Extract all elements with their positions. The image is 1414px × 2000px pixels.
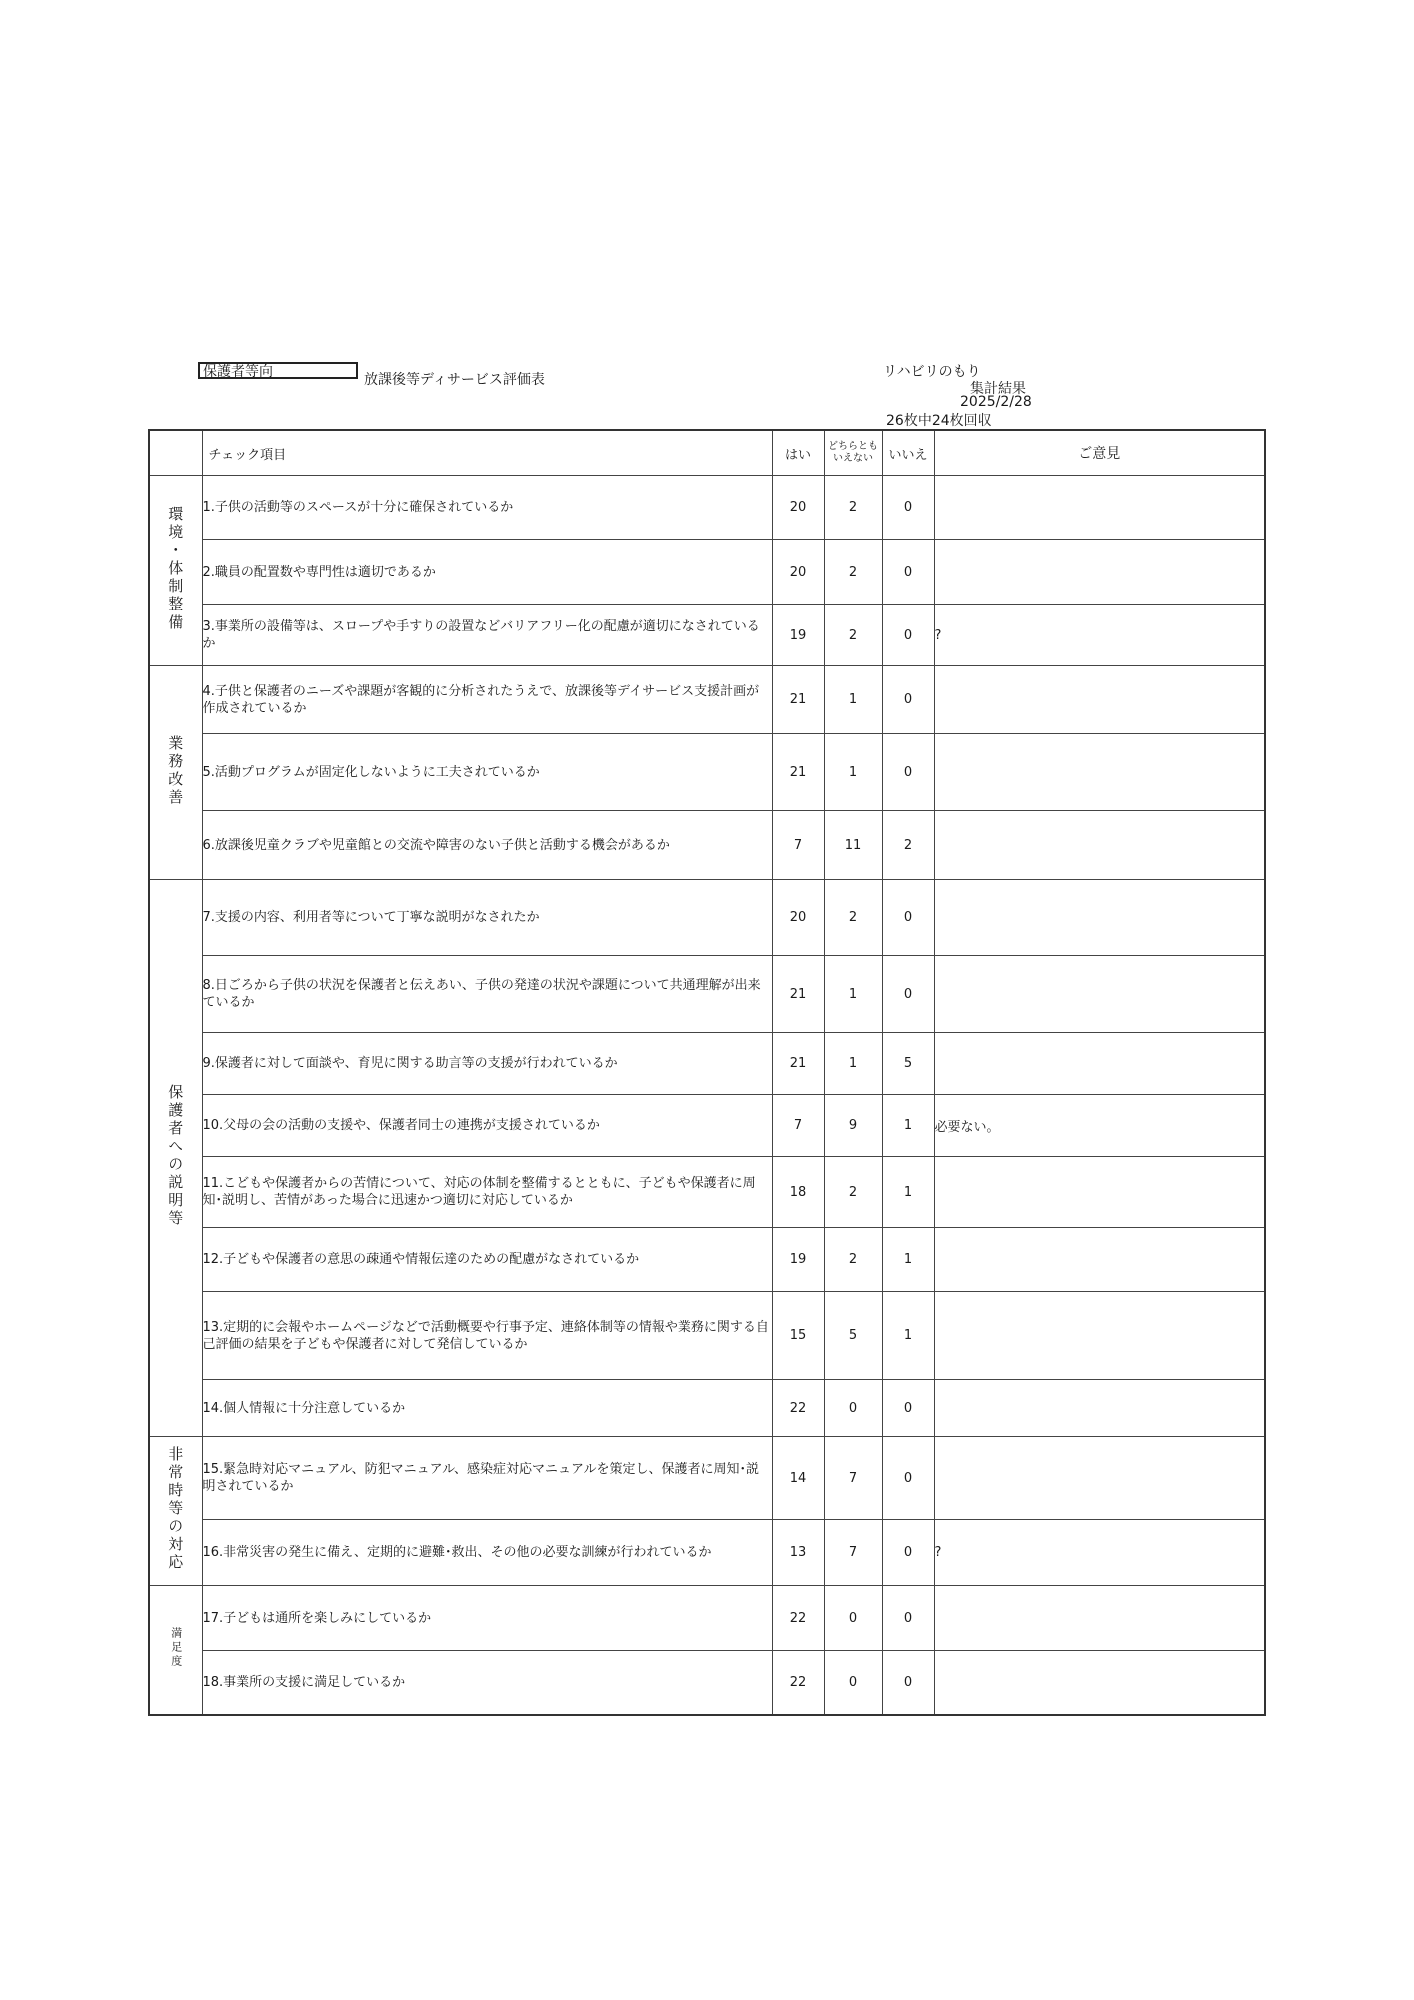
opinion-cell: 必要ない。	[934, 1095, 1265, 1157]
category-cell	[149, 476, 202, 666]
neither-count: 0	[824, 1380, 882, 1437]
category-label: 環境・体制整備	[166, 505, 185, 632]
neither-count: 0	[824, 1651, 882, 1715]
category-cell	[149, 880, 202, 1437]
category-label: 満足度	[169, 1626, 183, 1669]
question-cell: 17.子どもは通所を楽しみにしているか	[202, 1586, 772, 1651]
table-row	[149, 666, 1265, 734]
no-count: 0	[882, 734, 934, 811]
yes-count: 22	[772, 1380, 824, 1437]
table-row	[149, 734, 1265, 811]
header-row	[149, 430, 1265, 476]
question-cell: 2.職員の配置数や専門性は適切であるか	[202, 540, 772, 605]
no-count: 1	[882, 1292, 934, 1380]
table-row	[149, 811, 1265, 880]
yes-count: 15	[772, 1292, 824, 1380]
neither-count: 2	[824, 605, 882, 666]
neither-count: 2	[824, 880, 882, 956]
category-label: 保護者への説明等	[166, 1084, 185, 1228]
yes-count: 21	[772, 666, 824, 734]
no-count: 0	[882, 1437, 934, 1520]
yes-count: 7	[772, 1095, 824, 1157]
question-cell: 14.個人情報に十分注意しているか	[202, 1380, 772, 1437]
question-cell: 8.日ごろから子供の状況を保護者と伝えあい、子供の発達の状況や課題について共通理解が出来ているか	[202, 956, 772, 1033]
neither-count: 1	[824, 1033, 882, 1095]
item-column-header: チェック項目	[202, 430, 772, 476]
neither-count: 2	[824, 476, 882, 540]
question-cell: 15.緊急時対応マニュアル、防犯マニュアル、感染症対応マニュアルを策定し、保護者に周知･説明されているか	[202, 1437, 772, 1520]
audience-label: 保護者等向	[198, 362, 358, 379]
category-cell	[149, 1437, 202, 1586]
collection-count: 26枚中24枚回収	[886, 413, 992, 429]
neither-count: 2	[824, 540, 882, 605]
opinion-cell: ?	[934, 1520, 1265, 1586]
yes-count: 14	[772, 1437, 824, 1520]
category-header	[149, 430, 202, 476]
yes-count: 22	[772, 1651, 824, 1715]
opinion-cell	[934, 1033, 1265, 1095]
opinion-cell	[934, 476, 1265, 540]
opinion-cell	[934, 1292, 1265, 1380]
table-row	[149, 1157, 1265, 1228]
question-cell: 13.定期的に会報やホームページなどで活動概要や行事予定、連絡体制等の情報や業務に関する自己評価の結果を子どもや保護者に対して発信しているか	[202, 1292, 772, 1380]
result-label: 集計結果	[970, 381, 1026, 397]
category-label: 非常時等の対応	[166, 1446, 185, 1572]
yes-count: 20	[772, 880, 824, 956]
yes-count: 7	[772, 811, 824, 880]
table-row	[149, 540, 1265, 605]
yes-count: 19	[772, 1228, 824, 1292]
form-title: 放課後等ディサービス評価表	[364, 372, 545, 388]
table-row	[149, 1380, 1265, 1437]
question-cell: 3.事業所の設備等は、スロープや手すりの設置などバリアフリー化の配慮が適切になされているか	[202, 605, 772, 666]
no-count: 1	[882, 1228, 934, 1292]
table-row	[149, 1292, 1265, 1380]
table-row	[149, 1651, 1265, 1715]
table-row	[149, 1520, 1265, 1586]
no-count: 0	[882, 605, 934, 666]
yes-count: 13	[772, 1520, 824, 1586]
opinion-cell	[934, 1586, 1265, 1651]
table-row	[149, 956, 1265, 1033]
opinion-cell	[934, 811, 1265, 880]
no-count: 0	[882, 476, 934, 540]
no-count: 0	[882, 1651, 934, 1715]
opinion-cell	[934, 1380, 1265, 1437]
yes-count: 21	[772, 734, 824, 811]
question-cell: 10.父母の会の活動の支援や、保護者同士の連携が支援されているか	[202, 1095, 772, 1157]
no-count: 5	[882, 1033, 934, 1095]
question-cell: 6.放課後児童クラブや児童館との交流や障害のない子供と活動する機会があるか	[202, 811, 772, 880]
neither-count: 2	[824, 1228, 882, 1292]
neither-count: 2	[824, 1157, 882, 1228]
question-cell: 4.子供と保護者のニーズや課題が客観的に分析されたうえで、放課後等デイサービス支援計画が作成されているか	[202, 666, 772, 734]
no-count: 2	[882, 811, 934, 880]
table-row	[149, 1033, 1265, 1095]
question-cell: 1.子供の活動等のスペースが十分に確保されているか	[202, 476, 772, 540]
category-label: 業務改善	[166, 734, 185, 807]
yes-count: 22	[772, 1586, 824, 1651]
table-row	[149, 880, 1265, 956]
category-cell	[149, 1586, 202, 1715]
no-count: 0	[882, 540, 934, 605]
no-count: 1	[882, 1157, 934, 1228]
table-row	[149, 1437, 1265, 1520]
opinion-cell	[934, 1651, 1265, 1715]
yes-column-header: はい	[772, 430, 824, 476]
question-cell: 7.支援の内容、利用者等について丁寧な説明がなされたか	[202, 880, 772, 956]
opinion-cell	[934, 666, 1265, 734]
opinion-cell	[934, 540, 1265, 605]
table-row	[149, 476, 1265, 540]
no-count: 0	[882, 1520, 934, 1586]
yes-count: 21	[772, 1033, 824, 1095]
facility-name: リハビリのもり	[883, 364, 981, 380]
neither-column-header: どちらとも いえない	[824, 430, 882, 476]
yes-count: 20	[772, 476, 824, 540]
table-row	[149, 1228, 1265, 1292]
opinion-cell	[934, 734, 1265, 811]
opinion-cell	[934, 1228, 1265, 1292]
neither-count: 1	[824, 734, 882, 811]
question-cell: 5.活動プログラムが固定化しないように工夫されているか	[202, 734, 772, 811]
question-cell: 12.子どもや保護者の意思の疎通や情報伝達のための配慮がなされているか	[202, 1228, 772, 1292]
question-cell: 11.こどもや保護者からの苦情について、対応の体制を整備するとともに、子どもや保護者に周知･説明し、苦情があった場合に迅速かつ適切に対応しているか	[202, 1157, 772, 1228]
no-count: 1	[882, 1095, 934, 1157]
evaluation-table	[148, 429, 1266, 1716]
neither-count: 0	[824, 1586, 882, 1651]
opinion-cell	[934, 1157, 1265, 1228]
no-count: 0	[882, 956, 934, 1033]
opinion-cell	[934, 1437, 1265, 1520]
opinion-column-header: ご意見	[934, 430, 1265, 476]
neither-count: 7	[824, 1437, 882, 1520]
no-count: 0	[882, 1586, 934, 1651]
neither-count: 1	[824, 666, 882, 734]
result-date: 2025/2/28	[960, 394, 1032, 410]
question-cell: 9.保護者に対して面談や、育児に関する助言等の支援が行われているか	[202, 1033, 772, 1095]
neither-count: 7	[824, 1520, 882, 1586]
yes-count: 18	[772, 1157, 824, 1228]
opinion-cell	[934, 880, 1265, 956]
table-row	[149, 1095, 1265, 1157]
yes-count: 19	[772, 605, 824, 666]
table-row	[149, 605, 1265, 666]
no-column-header: いいえ	[882, 430, 934, 476]
neither-count: 1	[824, 956, 882, 1033]
question-cell: 16.非常災害の発生に備え、定期的に避難･救出、その他の必要な訓練が行われているか	[202, 1520, 772, 1586]
neither-count: 11	[824, 811, 882, 880]
yes-count: 21	[772, 956, 824, 1033]
opinion-cell: ?	[934, 605, 1265, 666]
question-cell: 18.事業所の支援に満足しているか	[202, 1651, 772, 1715]
no-count: 0	[882, 880, 934, 956]
table-row	[149, 1586, 1265, 1651]
neither-count: 5	[824, 1292, 882, 1380]
no-count: 0	[882, 1380, 934, 1437]
category-cell	[149, 666, 202, 880]
neither-count: 9	[824, 1095, 882, 1157]
opinion-cell	[934, 956, 1265, 1033]
yes-count: 20	[772, 540, 824, 605]
no-count: 0	[882, 666, 934, 734]
